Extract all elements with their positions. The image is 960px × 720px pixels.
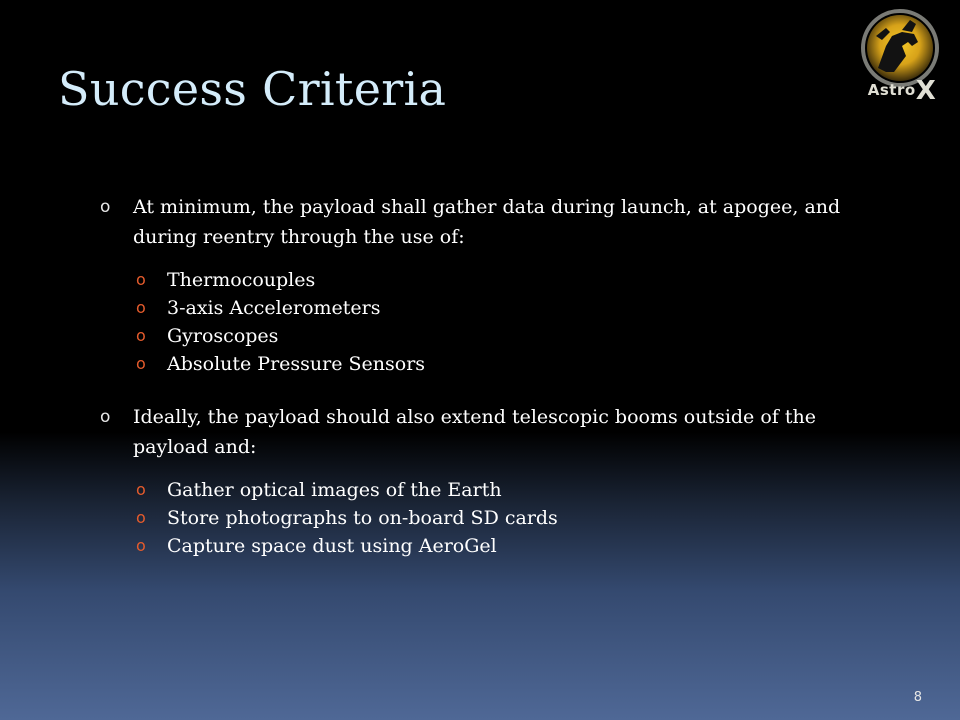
sub-bullet-item <box>136 350 890 378</box>
sub-bullet-marker: o <box>136 480 146 499</box>
sub-bullet-text: Thermocouples <box>167 269 316 291</box>
sub-bullet-marker: o <box>136 354 146 373</box>
bullet-text: Ideally, the payload should also extend telescopic booms outside of the payload and: <box>133 406 816 458</box>
sub-bullet-item <box>136 476 890 504</box>
bullet-item <box>100 402 890 462</box>
bullet-text: At minimum, the payload shall gather data during launch, at apogee, and during reentry through the use of: <box>133 196 841 248</box>
sub-bullet-item <box>136 532 890 560</box>
sub-bullet-list <box>100 266 890 378</box>
sub-bullet-item <box>136 294 890 322</box>
sub-bullet-text: Store photographs to on-board SD cards <box>167 507 558 529</box>
sub-bullet-marker: o <box>136 536 146 555</box>
logo-wordmark: AstroX <box>867 76 937 106</box>
sub-bullet-item <box>136 504 890 532</box>
bullet-item <box>100 192 890 252</box>
bullet-marker: o <box>100 407 111 427</box>
sub-bullet-marker: o <box>136 508 146 527</box>
sub-bullet-item <box>136 266 890 294</box>
slide-content <box>100 192 890 560</box>
slide-title: Success Criteria <box>58 62 447 116</box>
sub-bullet-item <box>136 322 890 350</box>
sub-bullet-text: 3-axis Accelerometers <box>167 297 381 319</box>
sub-bullet-marker: o <box>136 326 146 345</box>
sub-bullet-marker: o <box>136 298 146 317</box>
sub-bullet-text: Absolute Pressure Sensors <box>167 353 426 375</box>
sub-bullet-text: Gather optical images of the Earth <box>167 479 502 501</box>
sub-bullet-list <box>100 476 890 560</box>
sub-bullet-marker: o <box>136 270 146 289</box>
sub-bullet-text: Capture space dust using AeroGel <box>167 535 497 557</box>
bullet-marker: o <box>100 197 111 217</box>
page-number: 8 <box>913 690 922 705</box>
sub-bullet-text: Gyroscopes <box>167 325 279 347</box>
spacer <box>100 378 890 402</box>
